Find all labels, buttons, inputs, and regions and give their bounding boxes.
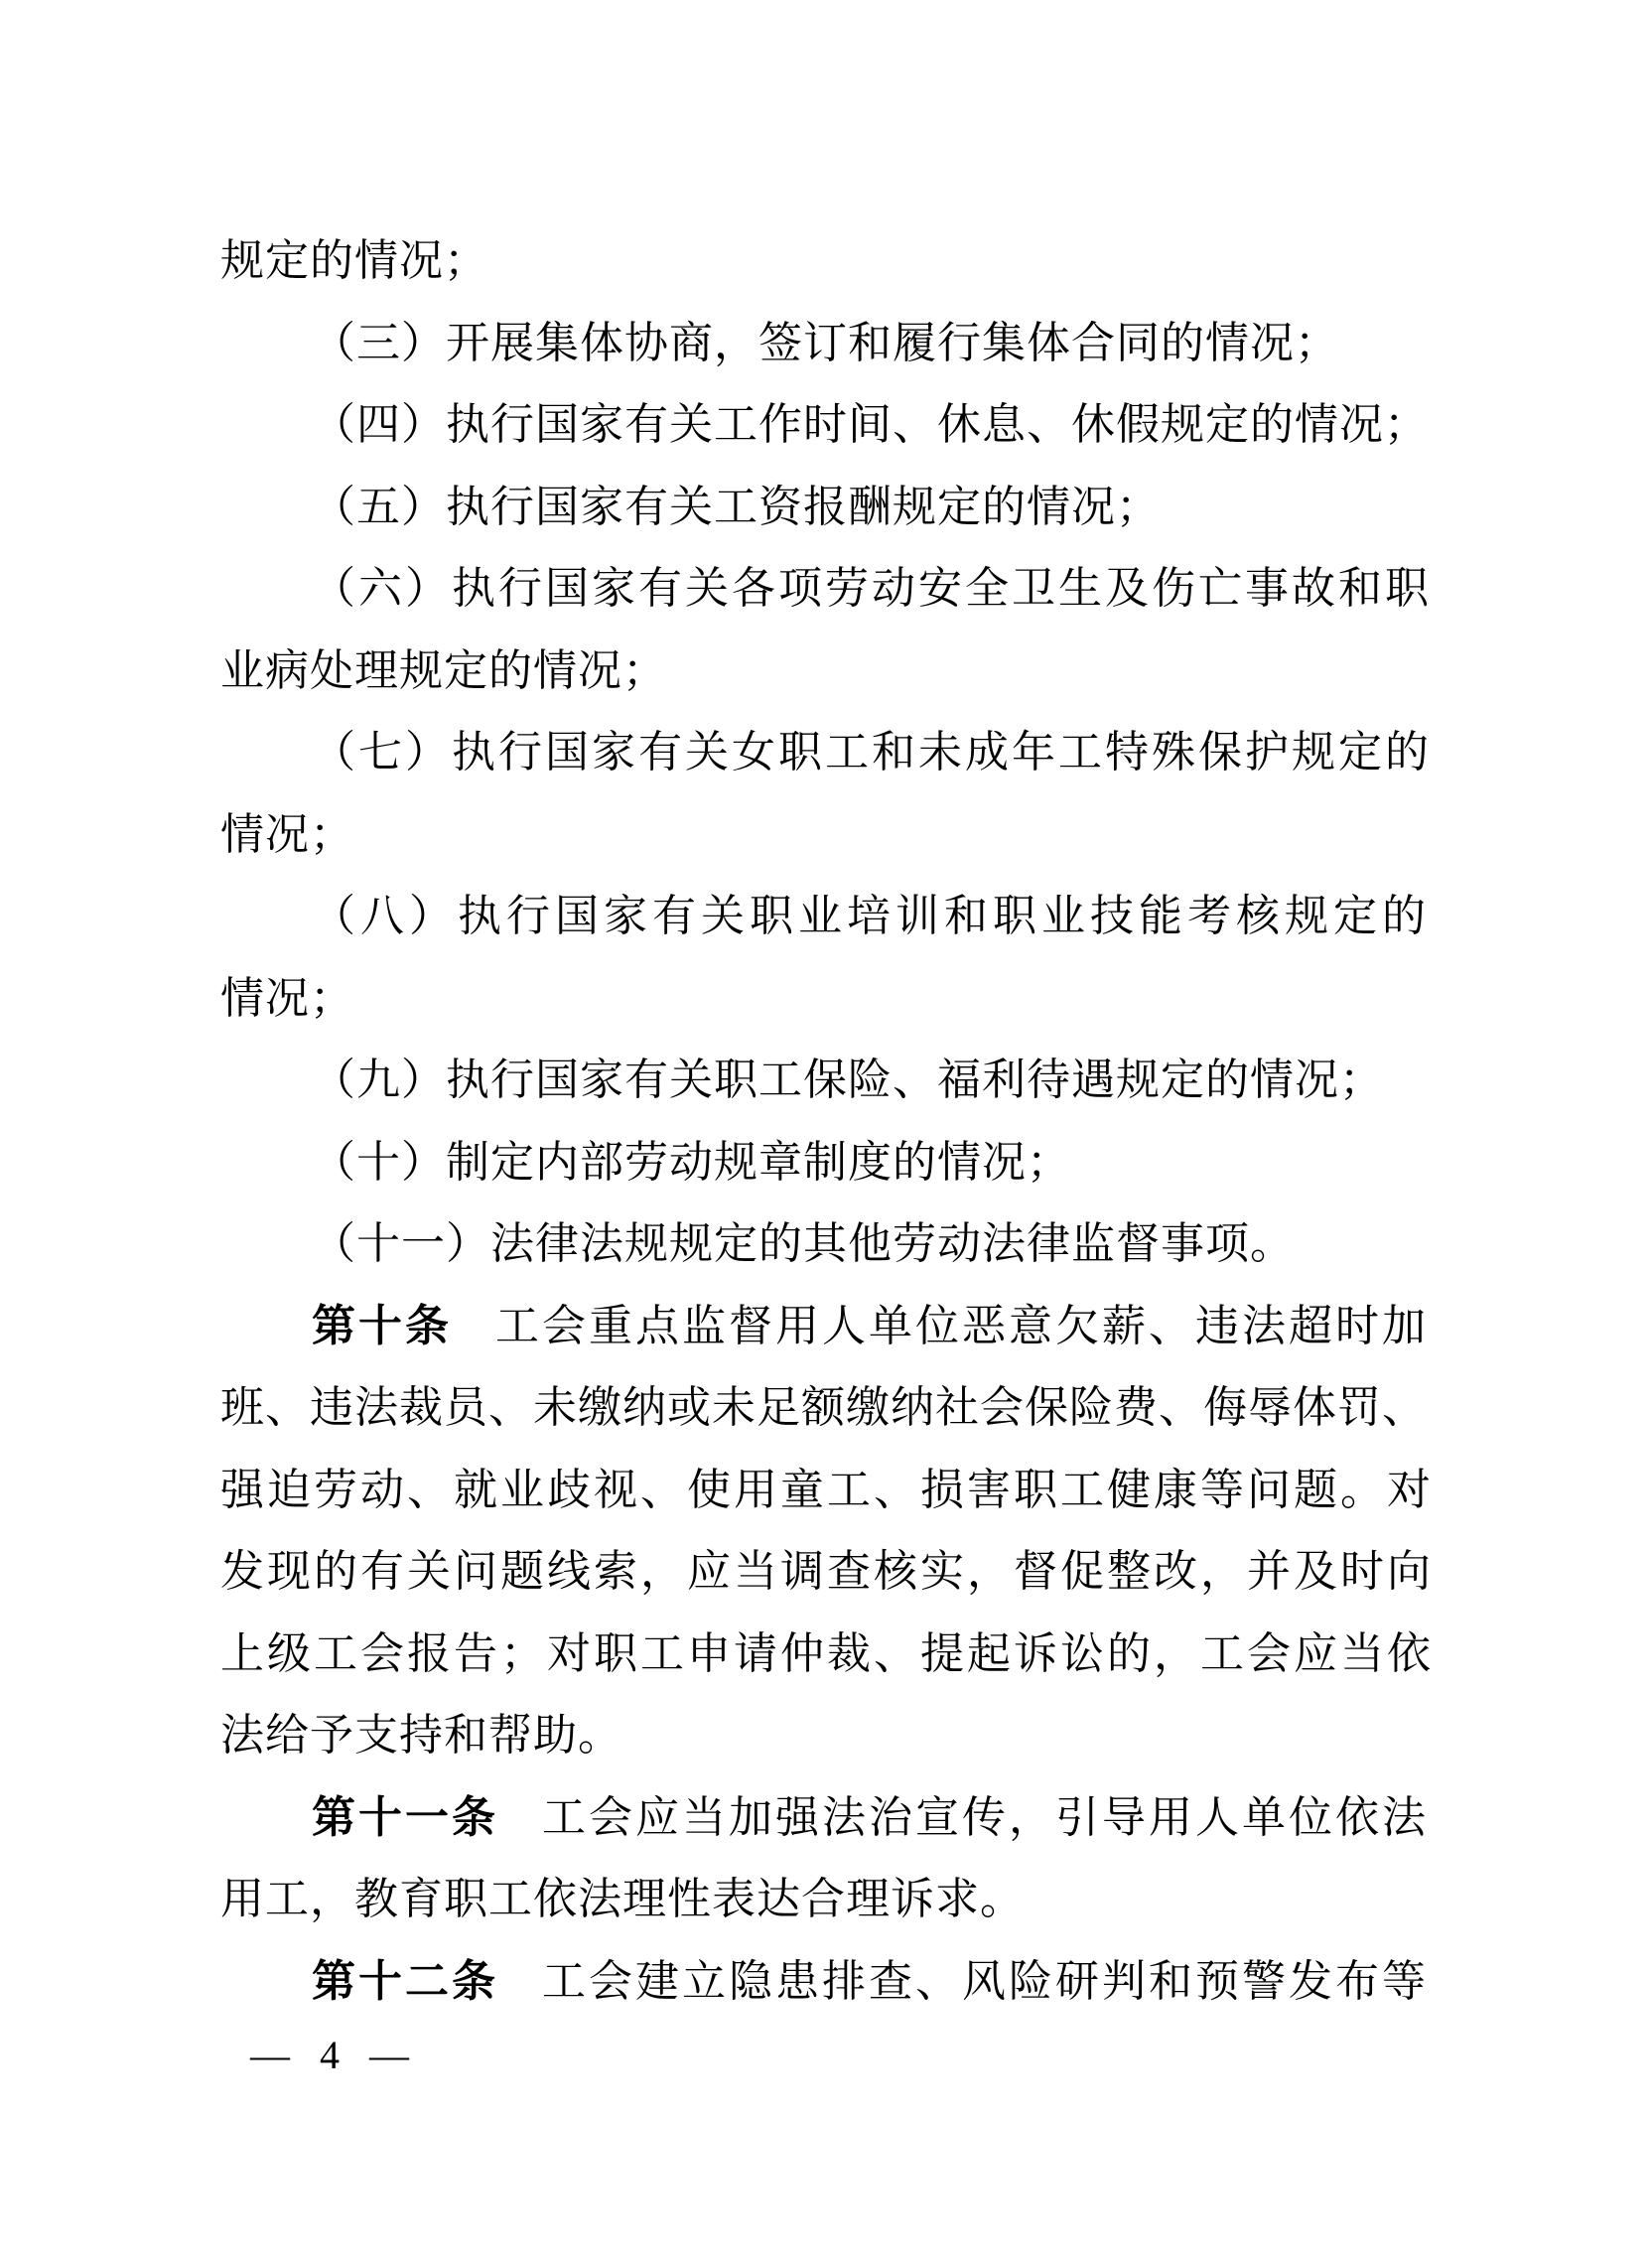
paragraph-line bbox=[220, 220, 1451, 303]
list-item bbox=[220, 467, 1451, 549]
line-text: 用工，教育职工依法理性表达合理诉求。 bbox=[220, 1875, 1025, 1923]
line-text: （四）执行国家有关工作时间、休息、休假规定的情况； bbox=[312, 400, 1429, 449]
list-item bbox=[220, 1122, 1451, 1204]
page-number-text: — 4 — bbox=[250, 2033, 409, 2077]
paragraph-line bbox=[220, 1450, 1451, 1532]
article-number: 第十二条 bbox=[312, 1956, 498, 2006]
line-text: 工会重点监督用人单位恶意欠薪、违法超时加 bbox=[495, 1301, 1429, 1350]
line-text: （八）执行国家有关职业培训和职业技能考核规定的 bbox=[312, 892, 1431, 940]
list-item bbox=[220, 712, 1451, 794]
article-line bbox=[220, 1941, 1451, 2024]
paragraph-line bbox=[220, 1367, 1451, 1450]
article-number: 第十一条 bbox=[312, 1792, 498, 1842]
line-text: 情况； bbox=[220, 809, 354, 859]
list-item bbox=[220, 1203, 1451, 1286]
paragraph-line bbox=[220, 958, 1451, 1041]
list-item bbox=[220, 1040, 1451, 1122]
line-text: 发现的有关问题线索，应当调查核实，督促整改，并及时向 bbox=[220, 1547, 1434, 1596]
line-text: 上级工会报告；对职工申请仲裁、提起诉讼的，工会应当依 bbox=[220, 1628, 1434, 1678]
line-text: 业病处理规定的情况； bbox=[220, 645, 667, 695]
line-text: 强迫劳动、就业歧视、使用童工、损害职工健康等问题。对 bbox=[220, 1465, 1434, 1514]
list-item bbox=[220, 303, 1451, 385]
line-text: （五）执行国家有关工资报酬规定的情况； bbox=[312, 482, 1161, 531]
line-text: （六）执行国家有关各项劳动安全卫生及伤亡事故和职 bbox=[312, 564, 1432, 613]
list-item bbox=[220, 548, 1451, 631]
line-text: （七）执行国家有关女职工和未成年工特殊保护规定的 bbox=[312, 728, 1432, 776]
paragraph-line bbox=[220, 1695, 1451, 1777]
paragraph-line bbox=[220, 794, 1451, 877]
article-line bbox=[220, 1286, 1451, 1368]
line-text: （三）开展集体协商，签订和履行集体合同的情况； bbox=[312, 318, 1339, 367]
article-line bbox=[220, 1777, 1451, 1860]
article-number: 第十条 bbox=[312, 1301, 452, 1350]
line-text: 班、违法裁员、未缴纳或未足额缴纳社会保险费、侮辱体罚、 bbox=[220, 1383, 1427, 1432]
list-item bbox=[220, 384, 1451, 467]
line-text: 工会建立隐患排查、风险研判和预警发布等 bbox=[542, 1956, 1429, 2006]
paragraph-line bbox=[220, 1614, 1451, 1696]
list-item bbox=[220, 876, 1451, 958]
paragraph-line bbox=[220, 1531, 1451, 1614]
paragraph-line bbox=[220, 631, 1451, 713]
paragraph-line bbox=[220, 1859, 1451, 1941]
line-text: （九）执行国家有关职工保险、福利待遇规定的情况； bbox=[312, 1056, 1384, 1104]
document-body bbox=[220, 220, 1451, 2023]
page-number bbox=[250, 2033, 409, 2077]
line-text: 工会应当加强法治宣传，引导用人单位依法 bbox=[542, 1792, 1429, 1842]
line-text: 情况； bbox=[220, 973, 354, 1023]
line-text: （十）制定内部劳动规章制度的情况； bbox=[312, 1137, 1071, 1187]
line-text: （十一）法律法规规定的其他劳动法律监督事项。 bbox=[312, 1219, 1295, 1268]
line-text: 法给予支持和帮助。 bbox=[220, 1711, 622, 1760]
line-text: 规定的情况； bbox=[220, 236, 488, 285]
